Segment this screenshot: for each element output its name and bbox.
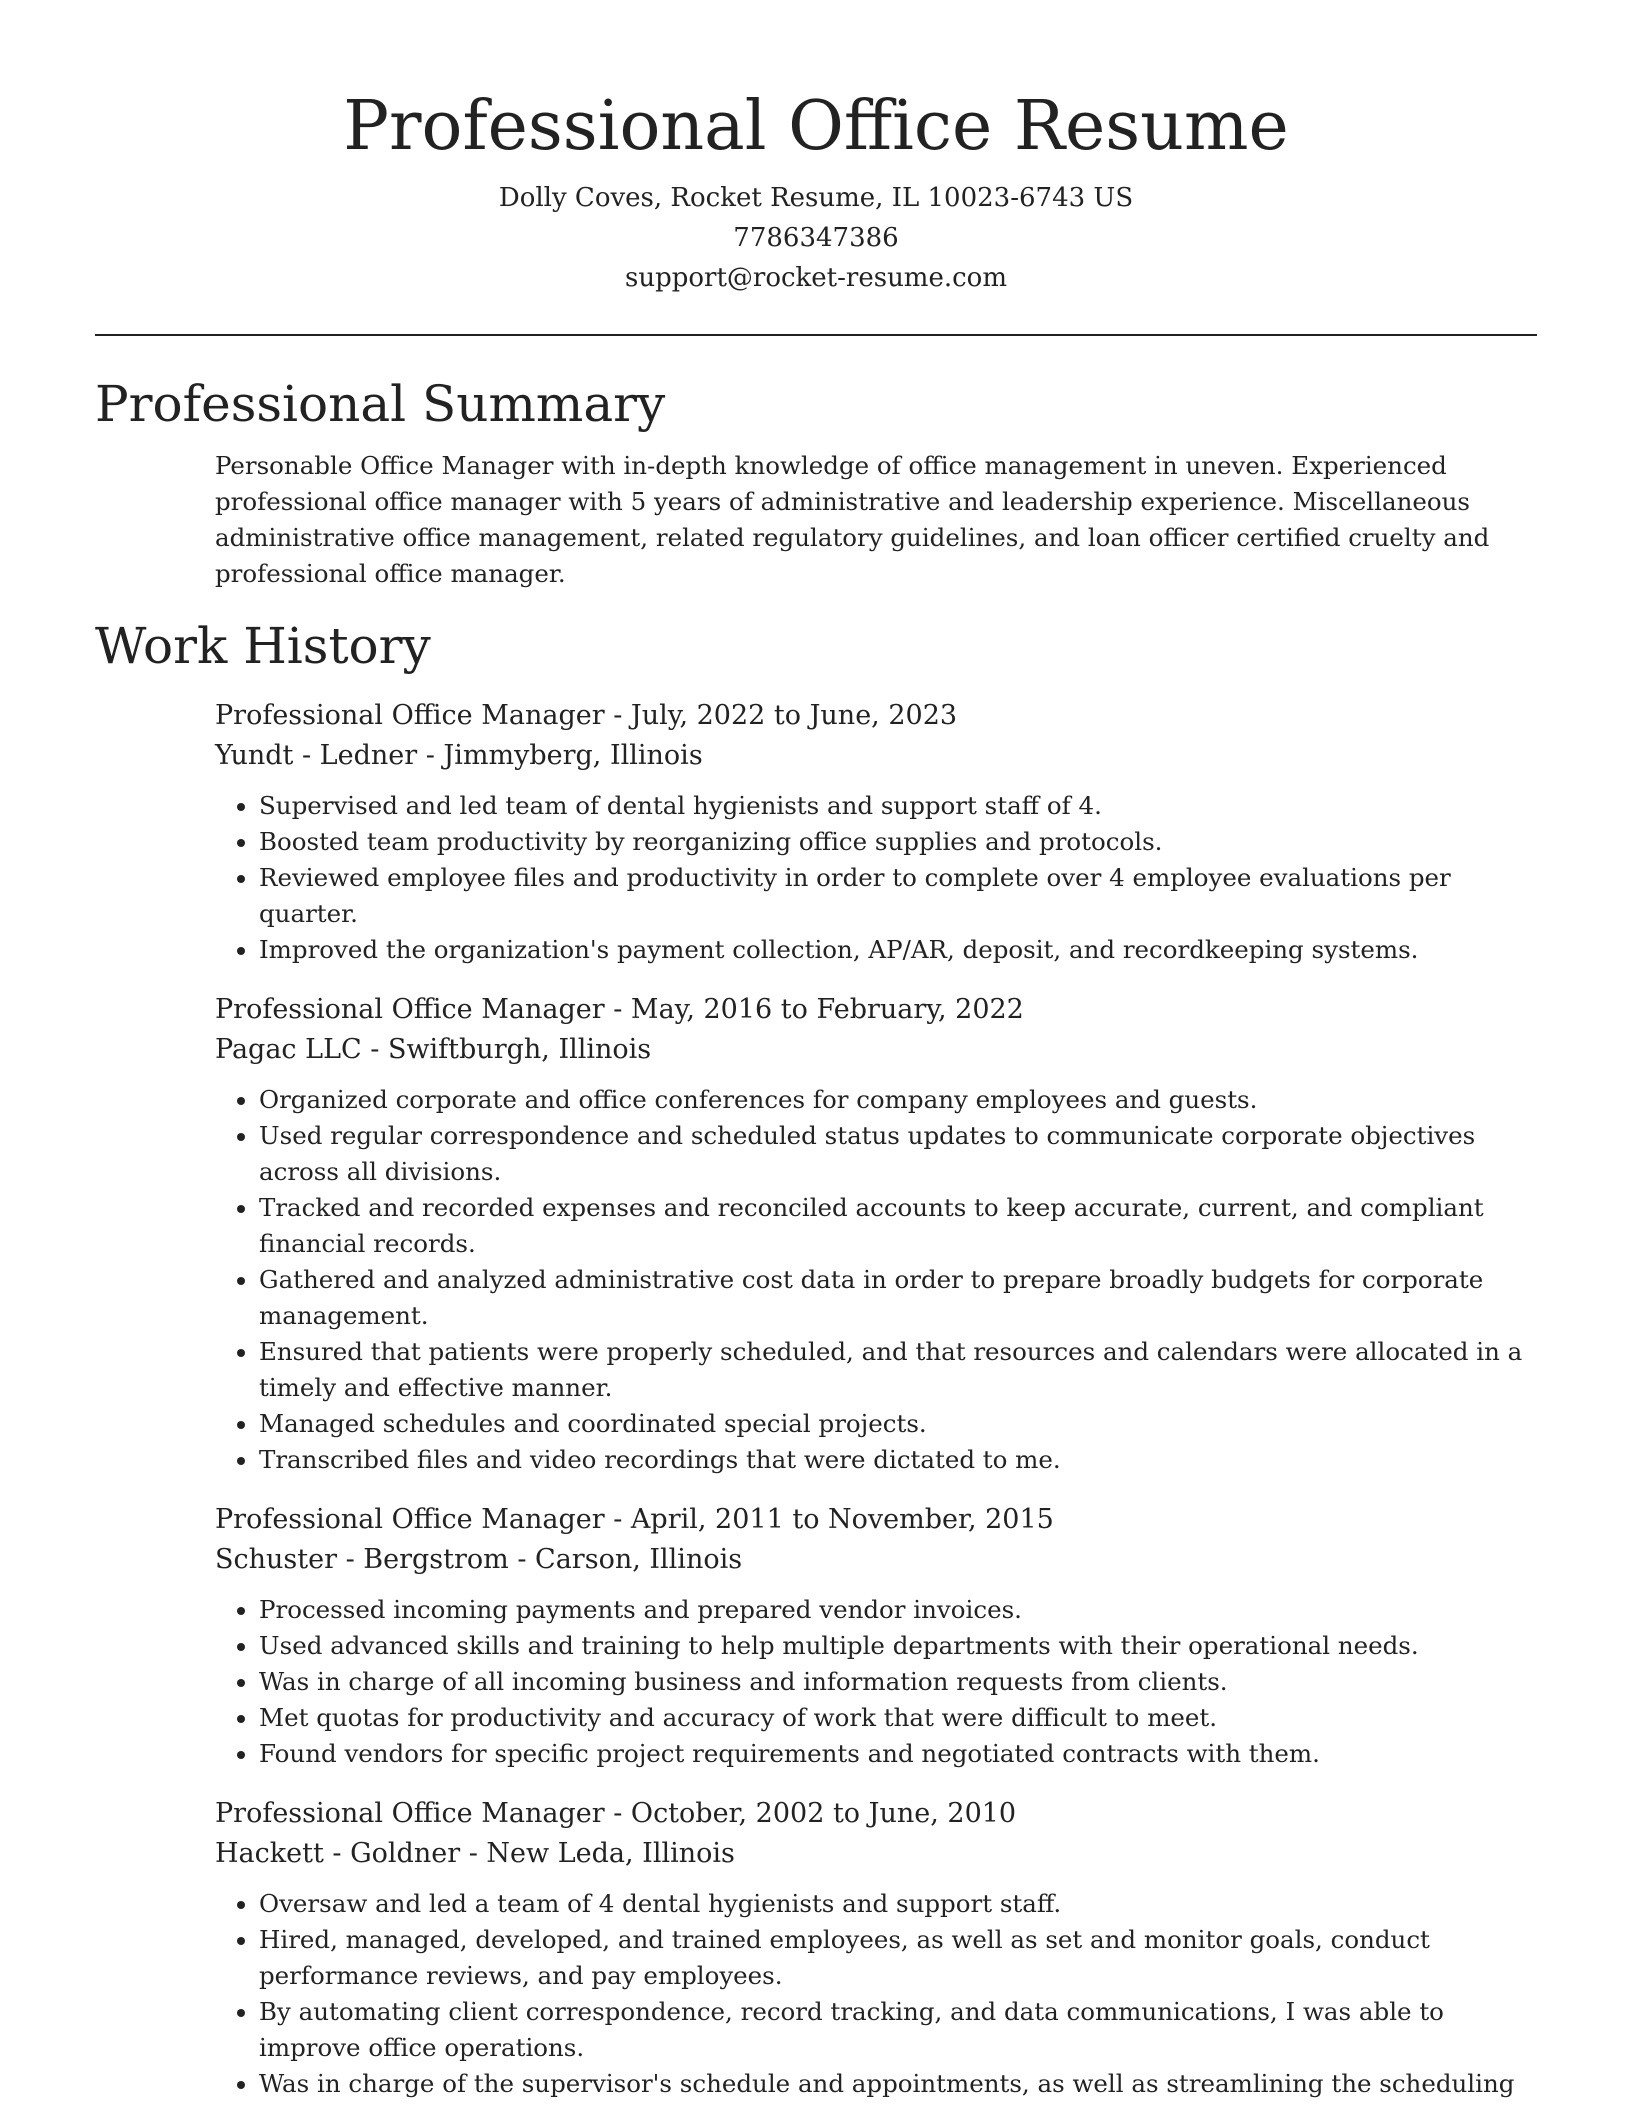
job-entry (215, 990, 1537, 1478)
job-bullet: • Processed incoming payments and prepared vendor invoices. (259, 1592, 1537, 1628)
job-bullet: • Ensured that patients were properly scheduled, and that resources and calendars were allocated in a timely and effective manner. (259, 1334, 1537, 1406)
job-company-line: Hackett - Goldner - New Leda, Illinois (215, 1838, 735, 1869)
job-bullet-list (215, 1886, 1537, 2102)
job-bullet: • Used advanced skills and training to help multiple departments with their operational needs. (259, 1628, 1537, 1664)
job-entry (215, 1500, 1537, 1772)
job-bullet-list (215, 1082, 1537, 1478)
job-title-line: Professional Office Manager - July, 2022 to June, 2023 (215, 700, 958, 731)
work-history-heading: Work History (95, 617, 431, 675)
job-bullet: • By automating client correspondence, record tracking, and data communications, I was able to improve office operations. (259, 1994, 1537, 2066)
resume-header (95, 0, 1537, 298)
contact-address: Dolly Coves, Rocket Resume, IL 10023-6743 US (498, 183, 1134, 213)
header-divider (95, 334, 1537, 336)
job-bullet: • Was in charge of all incoming business and information requests from clients. (259, 1664, 1537, 1700)
job-bullet: • Tracked and recorded expenses and reconciled accounts to keep accurate, current, and compliant financial records. (259, 1190, 1537, 1262)
resume-title: Professional Office Resume (343, 87, 1289, 166)
job-bullet: • Boosted team productivity by reorganizing office supplies and protocols. (259, 824, 1537, 860)
job-bullet: • Met quotas for productivity and accuracy of work that were difficult to meet. (259, 1700, 1537, 1736)
job-company-line: Pagac LLC - Swiftburgh, Illinois (215, 1034, 652, 1065)
job-bullet: • Reviewed employee files and productivity in order to complete over 4 employee evaluations per quarter. (259, 860, 1537, 932)
resume-page (95, 0, 1537, 2102)
job-bullet: • Improved the organization's payment collection, AP/AR, deposit, and recordkeeping systems. (259, 932, 1537, 968)
job-bullet: • Was in charge of the supervisor's schedule and appointments, as well as streamlining the scheduling (259, 2066, 1537, 2102)
job-title-line: Professional Office Manager - October, 2002 to June, 2010 (215, 1798, 1017, 1829)
job-title-line: Professional Office Manager - May, 2016 to February, 2022 (215, 994, 1024, 1025)
job-company-line: Schuster - Bergstrom - Carson, Illinois (215, 1544, 743, 1575)
job-bullet: • Supervised and led team of dental hygienists and support staff of 4. (259, 788, 1537, 824)
summary-heading: Professional Summary (95, 375, 666, 433)
job-bullet: • Used regular correspondence and scheduled status updates to communicate corporate objectives across all divisions. (259, 1118, 1537, 1190)
summary-text: Personable Office Manager with in-depth knowledge of office management in uneven. Experienced professional office manager with 5 years of administrative and leadership experience. Miscellaneous administrative office management, related regulatory guidelines, and loan officer certified cruelty and professional office manager. (215, 451, 1490, 588)
job-bullet: • Oversaw and led a team of 4 dental hygienists and support staff. (259, 1886, 1537, 1922)
job-bullet: • Hired, managed, developed, and trained employees, as well as set and monitor goals, conduct performance reviews, and pay employees. (259, 1922, 1537, 1994)
job-bullet: • Transcribed files and video recordings that were dictated to me. (259, 1442, 1537, 1478)
job-company-line: Yundt - Ledner - Jimmyberg, Illinois (215, 740, 703, 771)
job-bullet: • Managed schedules and coordinated special projects. (259, 1406, 1537, 1442)
contact-email: support@rocket-resume.com (624, 263, 1007, 293)
job-entry (215, 696, 1537, 968)
contact-info (95, 178, 1537, 298)
job-entry (215, 1794, 1537, 2102)
job-bullet: • Gathered and analyzed administrative cost data in order to prepare broadly budgets for corporate management. (259, 1262, 1537, 1334)
job-bullet-list (215, 1592, 1537, 1772)
job-title-line: Professional Office Manager - April, 2011 to November, 2015 (215, 1504, 1054, 1535)
job-bullet: • Organized corporate and office conferences for company employees and guests. (259, 1082, 1537, 1118)
job-bullet: • Found vendors for specific project requirements and negotiated contracts with them. (259, 1736, 1537, 1772)
contact-phone: 7786347386 (733, 223, 899, 253)
job-bullet-list (215, 788, 1537, 968)
